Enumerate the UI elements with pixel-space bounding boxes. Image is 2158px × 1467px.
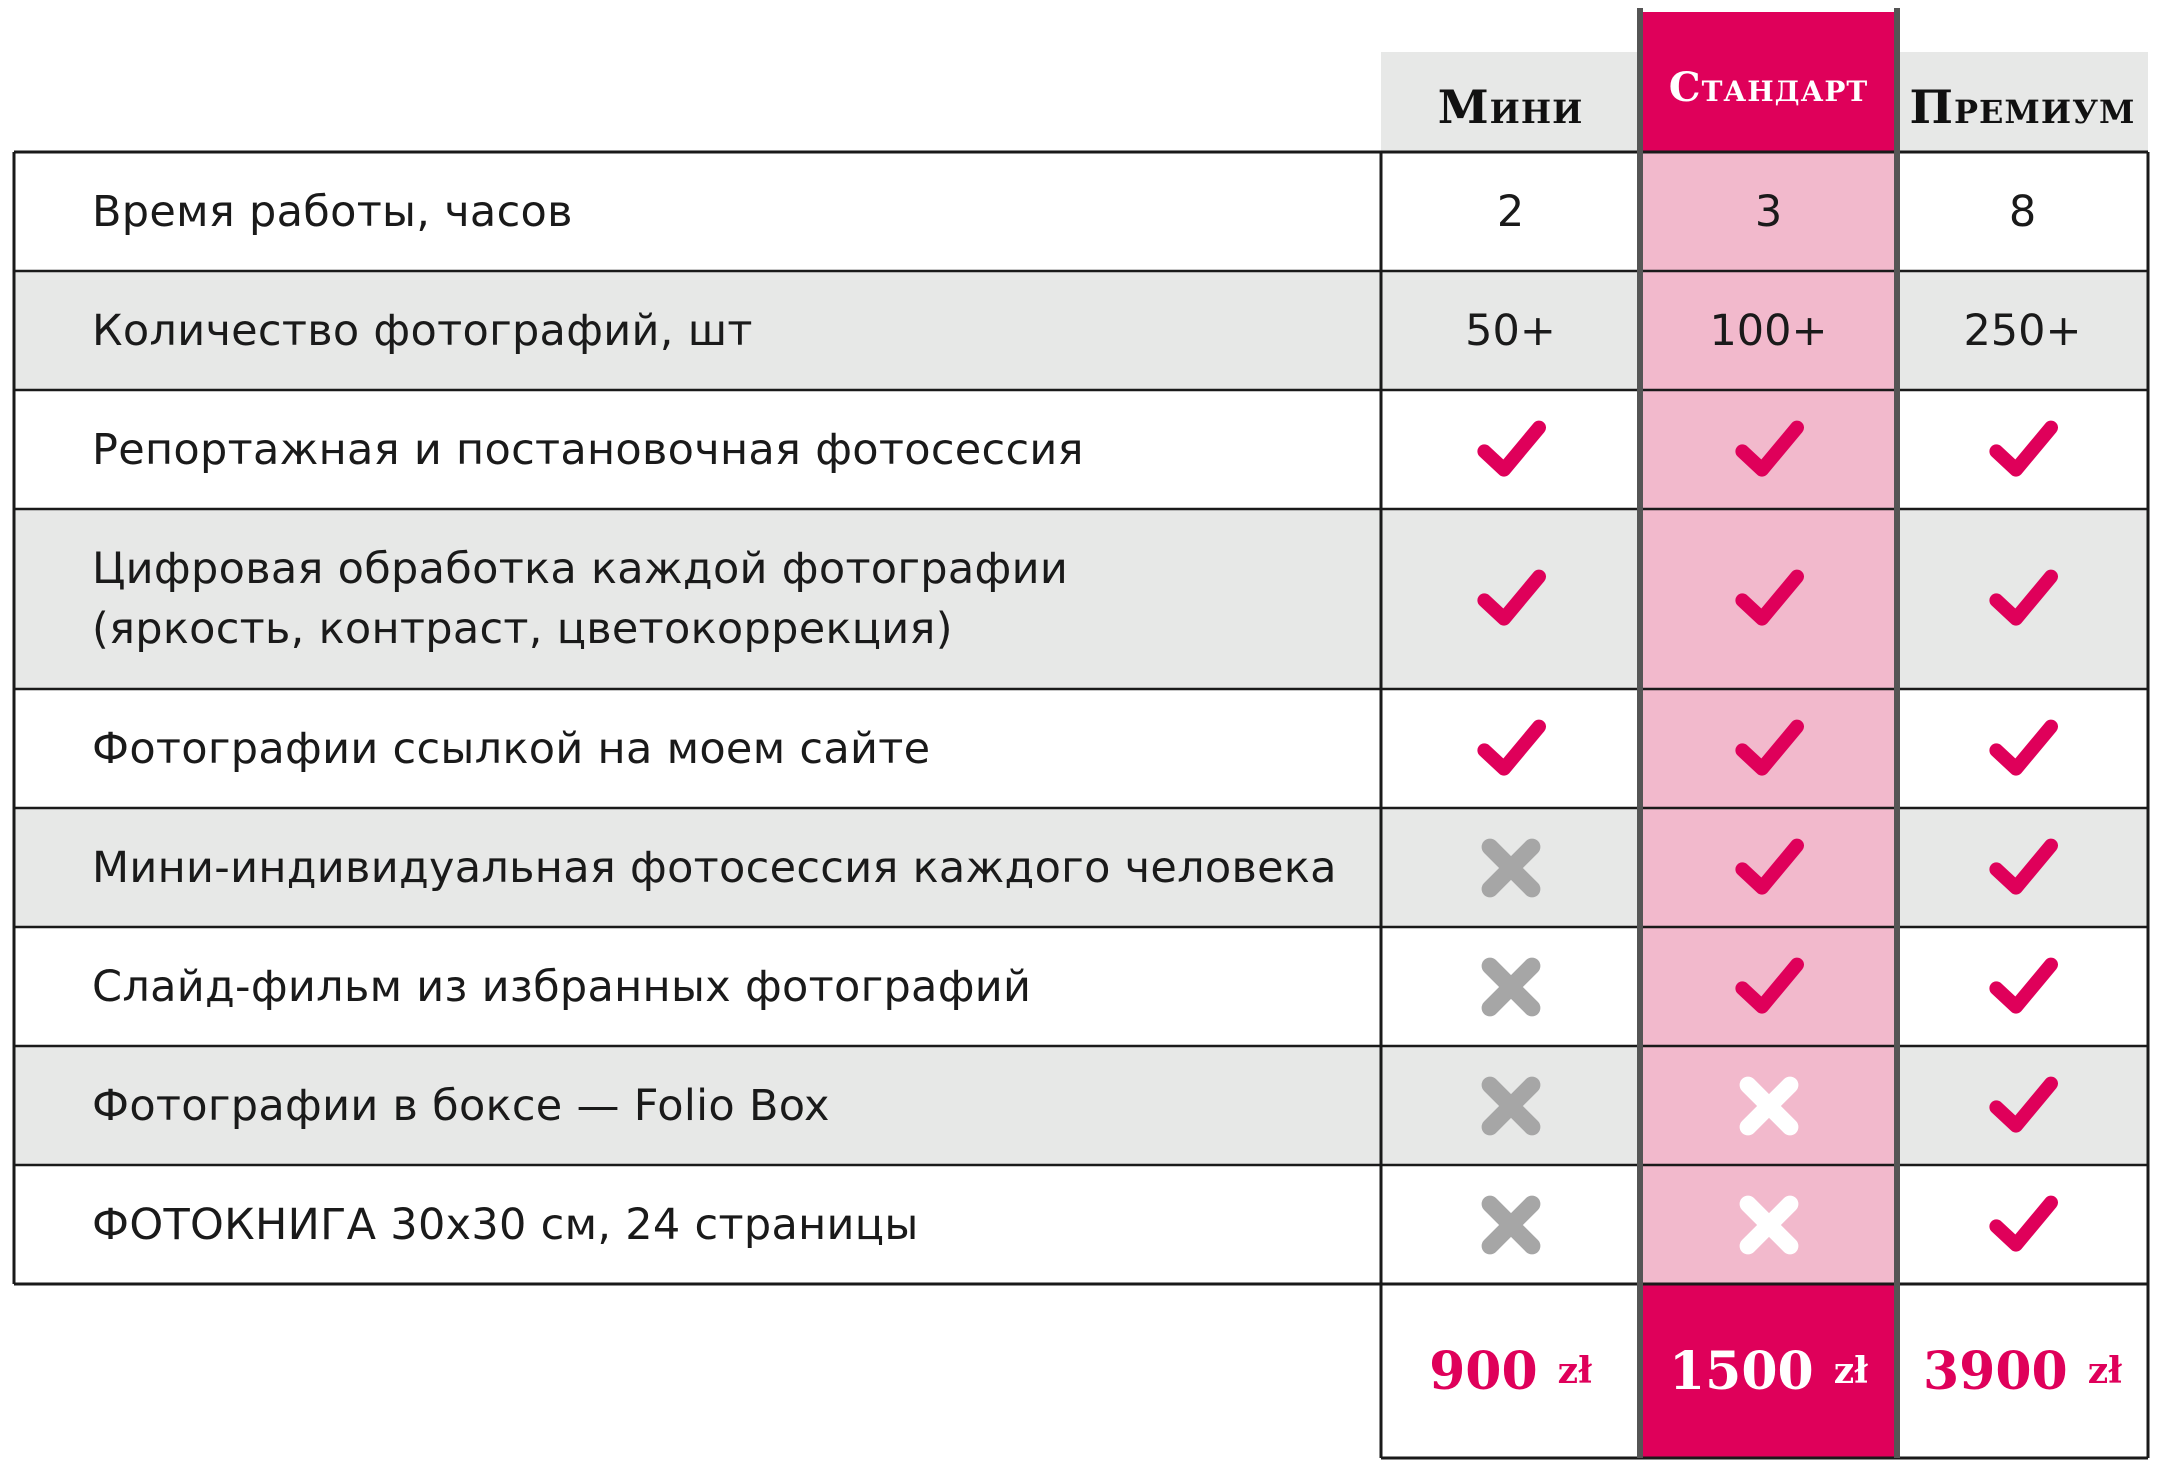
price-currency: zł <box>1833 1350 1869 1392</box>
price-currency: zł <box>2087 1350 2123 1392</box>
feature-text-line: Фотографии в боксе — Folio Box <box>92 1080 830 1131</box>
feature-text-line: (яркость, контраст, цветокоррекция) <box>92 604 953 654</box>
price-amount: 3900 <box>1922 1340 2068 1402</box>
price-currency: zł <box>1557 1350 1592 1392</box>
value-text: 8 <box>2008 186 2037 237</box>
price-amount: 1500 <box>1668 1340 1814 1402</box>
feature-text-line: Слайд-фильм из избранных фотографий <box>92 961 1032 1012</box>
feature-text-line: Количество фотографий, шт <box>92 305 753 356</box>
feature-text-line: Репортажная и постановочная фотосессия <box>92 424 1084 475</box>
value-text: 50+ <box>1465 305 1556 356</box>
feature-text-line: Время работы, часов <box>92 186 573 237</box>
plan-header-1: Мини <box>1381 52 1640 152</box>
value-text: 2 <box>1496 186 1525 237</box>
plan-header-3: Премиум <box>1897 52 2148 152</box>
feature-text-line: Фотографии ссылкой на моем сайте <box>92 723 931 774</box>
value-text: 3 <box>1754 186 1783 237</box>
feature-text-line: ФОТОКНИГА 30x30 см, 24 страницы <box>92 1199 919 1250</box>
feature-text-line: Цифровая обработка каждой фотографии <box>92 544 1069 594</box>
feature-text-line: Мини-индивидуальная фотосессия каждого человека <box>92 842 1337 893</box>
value-text: 250+ <box>1963 305 2082 356</box>
plan-header-2: Стандарт <box>1640 12 1897 152</box>
price-amount: 900 <box>1429 1340 1538 1402</box>
value-text: 100+ <box>1709 305 1828 356</box>
